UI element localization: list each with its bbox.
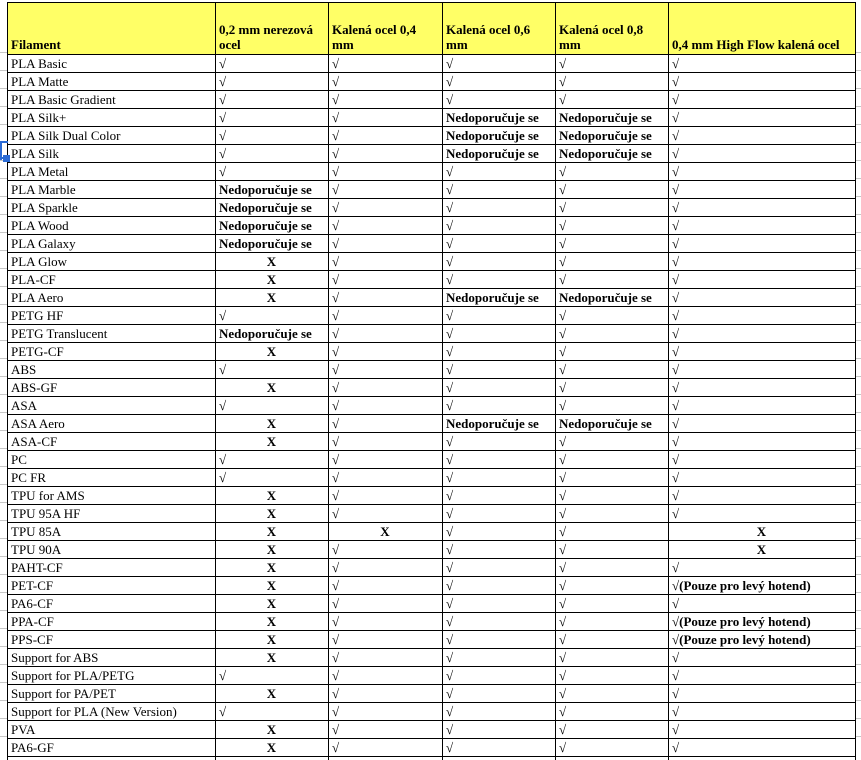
column-header-nozzle-2[interactable]: Kalená ocel 0,4 mm	[329, 3, 443, 55]
compatibility-cell[interactable]: √	[556, 487, 669, 505]
compatibility-cell[interactable]: √	[669, 559, 856, 577]
table-row	[8, 685, 856, 703]
compatibility-cell[interactable]: √	[329, 541, 443, 559]
filament-name-cell[interactable]: TPU 90A	[8, 541, 216, 559]
selection-border-top	[0, 141, 8, 143]
compatibility-cell[interactable]: √	[669, 217, 856, 235]
compatibility-cell[interactable]: √	[669, 145, 856, 163]
compatibility-cell[interactable]: √	[329, 649, 443, 667]
compatibility-cell[interactable]: √	[669, 91, 856, 109]
compatibility-cell[interactable]: √	[556, 541, 669, 559]
compatibility-cell[interactable]: √	[443, 469, 556, 487]
compatibility-cell[interactable]: √	[669, 163, 856, 181]
filament-name-cell[interactable]: PLA-CF	[8, 271, 216, 289]
filament-name-cell[interactable]: PLA Marble	[8, 181, 216, 199]
compatibility-cell[interactable]: √	[669, 235, 856, 253]
table-row	[8, 541, 856, 559]
cell-selection-indicator	[0, 141, 12, 163]
compatibility-cell[interactable]: √	[443, 217, 556, 235]
empty-cell[interactable]	[216, 757, 329, 760]
compatibility-cell[interactable]: √	[556, 721, 669, 739]
checkmark: √	[672, 631, 680, 647]
checkmark: √	[672, 577, 680, 593]
compatibility-cell[interactable]: √	[443, 433, 556, 451]
compatibility-cell[interactable]: √	[669, 307, 856, 325]
compatibility-cell[interactable]: Nedoporučuje se	[556, 127, 669, 145]
table-row	[8, 127, 856, 145]
table-row	[8, 613, 856, 631]
compatibility-cell[interactable]: √	[443, 505, 556, 523]
filament-name-cell[interactable]: PVA	[8, 721, 216, 739]
compatibility-cell[interactable]: X	[216, 721, 329, 739]
empty-cell[interactable]	[443, 757, 556, 760]
filament-name-cell[interactable]: PETG-CF	[8, 343, 216, 361]
filament-name-cell[interactable]: ABS-GF	[8, 379, 216, 397]
compatibility-cell[interactable]: √	[669, 325, 856, 343]
compatibility-cell[interactable]: √	[443, 667, 556, 685]
compatibility-cell[interactable]: √	[329, 469, 443, 487]
filament-name-cell[interactable]: PLA Sparkle	[8, 199, 216, 217]
table-row	[8, 415, 856, 433]
table-row	[8, 487, 856, 505]
filament-name-cell[interactable]: PLA Silk Dual Color	[8, 127, 216, 145]
compatibility-cell[interactable]: √	[329, 271, 443, 289]
compatibility-cell[interactable]: Nedoporučuje se	[443, 109, 556, 127]
compatibility-cell[interactable]: √	[329, 73, 443, 91]
compatibility-cell[interactable]: √	[443, 739, 556, 757]
compatibility-cell[interactable]: √	[556, 685, 669, 703]
filament-compatibility-table	[7, 2, 856, 760]
compatibility-cell[interactable]: √	[669, 397, 856, 415]
compatibility-cell[interactable]: √	[329, 595, 443, 613]
table-row	[8, 631, 856, 649]
compatibility-cell[interactable]: √	[329, 379, 443, 397]
compatibility-cell[interactable]: X	[216, 433, 329, 451]
compatibility-cell[interactable]: X	[216, 685, 329, 703]
compatibility-cell[interactable]: √	[443, 181, 556, 199]
compatibility-cell[interactable]: √	[443, 253, 556, 271]
left-hotend-note: (Pouze pro levý hotend)	[679, 631, 811, 647]
filament-name-cell[interactable]: TPU 95A HF	[8, 505, 216, 523]
compatibility-cell[interactable]: √	[669, 199, 856, 217]
compatibility-cell[interactable]: √	[443, 631, 556, 649]
compatibility-cell[interactable]: √	[556, 325, 669, 343]
compatibility-cell[interactable]: √	[329, 685, 443, 703]
filament-name-cell[interactable]: PLA Basic	[8, 55, 216, 73]
filament-name-cell[interactable]: PA6-CF	[8, 595, 216, 613]
compatibility-cell[interactable]: √	[669, 109, 856, 127]
compatibility-cell[interactable]: √	[329, 91, 443, 109]
compatibility-cell[interactable]: √	[216, 361, 329, 379]
table-row	[8, 73, 856, 91]
table-row	[8, 361, 856, 379]
outside-gridlines-right	[856, 52, 861, 754]
compatibility-cell[interactable]: Nedoporučuje se	[443, 127, 556, 145]
compatibility-cell[interactable]: Nedoporučuje se	[443, 289, 556, 307]
compatibility-cell[interactable]: √	[556, 739, 669, 757]
filament-name-cell[interactable]: PLA Glow	[8, 253, 216, 271]
compatibility-cell[interactable]: √	[556, 163, 669, 181]
compatibility-cell[interactable]: √	[443, 613, 556, 631]
compatibility-cell[interactable]: √	[329, 721, 443, 739]
table-row	[8, 343, 856, 361]
compatibility-cell[interactable]: √	[329, 667, 443, 685]
table-row	[8, 271, 856, 289]
table-row	[8, 577, 856, 595]
compatibility-cell[interactable]: √	[669, 289, 856, 307]
compatibility-cell[interactable]: X	[216, 613, 329, 631]
compatibility-cell[interactable]: X	[329, 523, 443, 541]
compatibility-cell[interactable]: √	[443, 163, 556, 181]
compatibility-cell[interactable]: √	[443, 379, 556, 397]
compatibility-cell[interactable]: √	[443, 55, 556, 73]
compatibility-cell[interactable]: √	[669, 379, 856, 397]
filament-name-cell[interactable]: PPA-CF	[8, 613, 216, 631]
column-header-nozzle-3[interactable]: Kalená ocel 0,6 mm	[443, 3, 556, 55]
compatibility-cell[interactable]: √	[216, 451, 329, 469]
table-row	[8, 253, 856, 271]
filament-name-cell[interactable]: PLA Matte	[8, 73, 216, 91]
compatibility-cell[interactable]: √	[556, 253, 669, 271]
table-row	[8, 163, 856, 181]
compatibility-cell[interactable]: √	[556, 703, 669, 721]
filament-name-cell[interactable]: Support for PLA (New Version)	[8, 703, 216, 721]
compatibility-cell[interactable]: √	[669, 703, 856, 721]
compatibility-cell[interactable]: √	[669, 253, 856, 271]
compatibility-cell[interactable]: √	[329, 487, 443, 505]
checkmark: √	[672, 613, 680, 629]
compatibility-cell[interactable]: √	[556, 361, 669, 379]
compatibility-cell[interactable]: X	[216, 343, 329, 361]
filament-name-cell[interactable]: PLA Galaxy	[8, 235, 216, 253]
compatibility-cell[interactable]: X	[216, 649, 329, 667]
compatibility-cell[interactable]: √	[329, 127, 443, 145]
compatibility-cell[interactable]: √	[329, 433, 443, 451]
compatibility-cell[interactable]: √	[556, 271, 669, 289]
compatibility-cell[interactable]: √	[556, 451, 669, 469]
filament-name-cell[interactable]: PAHT-CF	[8, 559, 216, 577]
compatibility-cell[interactable]: √	[443, 343, 556, 361]
compatibility-cell[interactable]: √	[216, 55, 329, 73]
table-row	[8, 451, 856, 469]
compatibility-cell[interactable]: √	[443, 73, 556, 91]
compatibility-cell[interactable]: √	[216, 397, 329, 415]
table-row	[8, 325, 856, 343]
compatibility-cell[interactable]: √	[443, 235, 556, 253]
compatibility-cell[interactable]: √	[556, 235, 669, 253]
table-row	[8, 289, 856, 307]
table-row	[8, 595, 856, 613]
table-row	[8, 379, 856, 397]
compatibility-cell[interactable]: √	[556, 397, 669, 415]
compatibility-cell[interactable]: √	[216, 145, 329, 163]
compatibility-cell[interactable]: √	[329, 217, 443, 235]
table-row	[8, 397, 856, 415]
selection-fill-handle[interactable]	[3, 155, 10, 162]
filament-name-cell[interactable]: Support for ABS	[8, 649, 216, 667]
compatibility-cell[interactable]: √	[329, 181, 443, 199]
compatibility-cell[interactable]: √	[556, 181, 669, 199]
compatibility-cell[interactable]: √	[216, 703, 329, 721]
table-row	[8, 667, 856, 685]
header-row	[8, 3, 856, 55]
empty-cell[interactable]	[669, 757, 856, 760]
compatibility-cell[interactable]: X	[216, 415, 329, 433]
compatibility-cell[interactable]: √	[556, 217, 669, 235]
filament-name-cell[interactable]: ASA-CF	[8, 433, 216, 451]
compatibility-cell[interactable]: √	[329, 631, 443, 649]
compatibility-cell[interactable]: √	[216, 163, 329, 181]
compatibility-cell[interactable]: √	[329, 253, 443, 271]
column-header-nozzle-1[interactable]: 0,2 mm nerezová ocel	[216, 3, 329, 55]
filament-name-cell[interactable]: TPU 85A	[8, 523, 216, 541]
table-row	[8, 199, 856, 217]
filament-name-cell[interactable]: PETG HF	[8, 307, 216, 325]
filament-name-cell[interactable]: PPS-CF	[8, 631, 216, 649]
compatibility-cell[interactable]: √	[443, 721, 556, 739]
compatibility-cell[interactable]: √	[443, 487, 556, 505]
table-row	[8, 721, 856, 739]
table-row	[8, 433, 856, 451]
compatibility-cell[interactable]: √	[216, 91, 329, 109]
compatibility-cell[interactable]: √	[556, 649, 669, 667]
compatibility-cell[interactable]: √	[443, 361, 556, 379]
compatibility-cell[interactable]: √	[556, 595, 669, 613]
compatibility-cell[interactable]: √	[669, 451, 856, 469]
table-row	[8, 505, 856, 523]
compatibility-cell[interactable]: √	[329, 325, 443, 343]
table-row	[8, 703, 856, 721]
compatibility-cell[interactable]: √	[556, 559, 669, 577]
filament-name-cell[interactable]: ASA	[8, 397, 216, 415]
compatibility-cell[interactable]: X	[216, 487, 329, 505]
compatibility-cell[interactable]: Nedoporučuje se	[443, 145, 556, 163]
compatibility-cell[interactable]: √	[329, 613, 443, 631]
compatibility-cell[interactable]: √	[556, 577, 669, 595]
compatibility-cell[interactable]: X	[669, 523, 856, 541]
compatibility-cell[interactable]: X	[669, 541, 856, 559]
compatibility-cell[interactable]: √	[329, 361, 443, 379]
compatibility-cell[interactable]: Nedoporučuje se	[216, 217, 329, 235]
compatibility-cell[interactable]: √	[443, 451, 556, 469]
compatibility-cell[interactable]: √	[669, 739, 856, 757]
compatibility-cell[interactable]: √	[556, 73, 669, 91]
empty-cell[interactable]	[329, 757, 443, 760]
compatibility-cell[interactable]: √	[556, 631, 669, 649]
compatibility-cell[interactable]: √	[443, 325, 556, 343]
table-row	[8, 55, 856, 73]
compatibility-cell[interactable]: Nedoporučuje se	[216, 181, 329, 199]
compatibility-cell[interactable]: X	[216, 739, 329, 757]
compatibility-cell[interactable]: √	[329, 559, 443, 577]
partial-empty-row	[8, 757, 856, 760]
table-row	[8, 181, 856, 199]
compatibility-cell[interactable]: √	[443, 91, 556, 109]
column-header-filament[interactable]: Filament	[8, 3, 216, 55]
compatibility-cell[interactable]: √	[556, 523, 669, 541]
left-hotend-note: (Pouze pro levý hotend)	[679, 613, 811, 629]
compatibility-cell[interactable]: √	[669, 361, 856, 379]
compatibility-cell[interactable]: √	[329, 703, 443, 721]
compatibility-cell[interactable]: √	[669, 127, 856, 145]
compatibility-cell[interactable]: √	[669, 469, 856, 487]
compatibility-cell[interactable]: √	[329, 289, 443, 307]
filament-name-cell[interactable]: PETG Translucent	[8, 325, 216, 343]
table-row	[8, 91, 856, 109]
compatibility-cell[interactable]: √	[329, 235, 443, 253]
compatibility-cell[interactable]: √	[329, 451, 443, 469]
compatibility-cell[interactable]: √	[669, 595, 856, 613]
compatibility-cell[interactable]: √	[669, 433, 856, 451]
filament-name-cell[interactable]: PLA Basic Gradient	[8, 91, 216, 109]
filament-name-cell[interactable]: Support for PA/PET	[8, 685, 216, 703]
table-row	[8, 217, 856, 235]
compatibility-cell[interactable]: √	[329, 739, 443, 757]
filament-name-cell[interactable]: PLA Silk	[8, 145, 216, 163]
left-hotend-note: (Pouze pro levý hotend)	[679, 577, 811, 593]
compatibility-cell[interactable]: Nedoporučuje se	[443, 415, 556, 433]
compatibility-cell[interactable]: √	[669, 73, 856, 91]
table-row	[8, 109, 856, 127]
compatibility-cell[interactable]	[669, 631, 856, 649]
compatibility-cell[interactable]: √	[329, 343, 443, 361]
compatibility-cell[interactable]: √	[329, 109, 443, 127]
compatibility-cell[interactable]: √	[443, 199, 556, 217]
empty-cell[interactable]	[8, 757, 216, 760]
compatibility-cell[interactable]: X	[216, 505, 329, 523]
compatibility-cell[interactable]: √	[443, 541, 556, 559]
compatibility-cell[interactable]	[669, 613, 856, 631]
filament-name-cell[interactable]: TPU for AMS	[8, 487, 216, 505]
compatibility-cell[interactable]: √	[216, 109, 329, 127]
compatibility-cell[interactable]: √	[669, 271, 856, 289]
compatibility-cell[interactable]: √	[329, 307, 443, 325]
compatibility-cell[interactable]: √	[443, 523, 556, 541]
compatibility-cell[interactable]: √	[443, 703, 556, 721]
filament-name-cell[interactable]: ASA Aero	[8, 415, 216, 433]
compatibility-cell[interactable]: √	[556, 379, 669, 397]
table-row	[8, 307, 856, 325]
compatibility-cell[interactable]: √	[669, 505, 856, 523]
compatibility-cell[interactable]: √	[669, 649, 856, 667]
compatibility-cell[interactable]: √	[556, 307, 669, 325]
compatibility-cell[interactable]: √	[216, 667, 329, 685]
compatibility-cell[interactable]: √	[669, 343, 856, 361]
compatibility-cell[interactable]: X	[216, 523, 329, 541]
column-header-nozzle-4[interactable]: Kalená ocel 0,8 mm	[556, 3, 669, 55]
compatibility-cell[interactable]: Nedoporučuje se	[556, 289, 669, 307]
compatibility-cell[interactable]: X	[216, 631, 329, 649]
filament-name-cell[interactable]: PLA Silk+	[8, 109, 216, 127]
compatibility-cell[interactable]: √	[329, 145, 443, 163]
compatibility-cell[interactable]: √	[443, 307, 556, 325]
compatibility-cell[interactable]: √	[443, 397, 556, 415]
compatibility-cell[interactable]: X	[216, 379, 329, 397]
compatibility-cell[interactable]: Nedoporučuje se	[556, 145, 669, 163]
compatibility-cell[interactable]: √	[329, 577, 443, 595]
compatibility-cell[interactable]: √	[443, 559, 556, 577]
column-header-nozzle-5[interactable]: 0,4 mm High Flow kalená ocel	[669, 3, 856, 55]
compatibility-cell[interactable]: √	[216, 307, 329, 325]
filament-name-cell[interactable]: PLA Wood	[8, 217, 216, 235]
filament-name-cell[interactable]: PC	[8, 451, 216, 469]
compatibility-cell[interactable]: X	[216, 577, 329, 595]
table-row	[8, 559, 856, 577]
compatibility-cell[interactable]: √	[216, 73, 329, 91]
compatibility-cell[interactable]: √	[669, 685, 856, 703]
compatibility-cell[interactable]: √	[556, 343, 669, 361]
filament-name-cell[interactable]: PA6-GF	[8, 739, 216, 757]
filament-name-cell[interactable]: PC FR	[8, 469, 216, 487]
compatibility-cell[interactable]: √	[329, 199, 443, 217]
compatibility-cell[interactable]: Nedoporučuje se	[556, 415, 669, 433]
compatibility-cell[interactable]: Nedoporučuje se	[556, 109, 669, 127]
filament-name-cell[interactable]: PLA Metal	[8, 163, 216, 181]
compatibility-cell[interactable]: √	[556, 91, 669, 109]
compatibility-cell[interactable]: √	[556, 433, 669, 451]
compatibility-cell[interactable]: √	[669, 721, 856, 739]
compatibility-cell[interactable]: √	[443, 271, 556, 289]
compatibility-cell[interactable]: Nedoporučuje se	[216, 199, 329, 217]
filament-name-cell[interactable]: ABS	[8, 361, 216, 379]
filament-name-cell[interactable]: PLA Aero	[8, 289, 216, 307]
compatibility-cell[interactable]: X	[216, 559, 329, 577]
compatibility-cell[interactable]: √	[669, 667, 856, 685]
compatibility-cell[interactable]: √	[556, 199, 669, 217]
compatibility-cell[interactable]: √	[329, 397, 443, 415]
compatibility-cell[interactable]: √	[556, 613, 669, 631]
compatibility-cell[interactable]: √	[216, 469, 329, 487]
filament-name-cell[interactable]: Support for PLA/PETG	[8, 667, 216, 685]
compatibility-cell[interactable]: X	[216, 271, 329, 289]
compatibility-cell[interactable]: √	[556, 469, 669, 487]
compatibility-cell[interactable]: √	[669, 55, 856, 73]
compatibility-cell[interactable]: √	[669, 415, 856, 433]
compatibility-cell[interactable]: √	[669, 181, 856, 199]
compatibility-cell[interactable]: Nedoporučuje se	[216, 235, 329, 253]
table-row	[8, 469, 856, 487]
compatibility-cell[interactable]: √	[329, 415, 443, 433]
empty-cell[interactable]	[556, 757, 669, 760]
compatibility-cell[interactable]: X	[216, 595, 329, 613]
table-row	[8, 235, 856, 253]
compatibility-cell[interactable]: X	[216, 253, 329, 271]
table-row	[8, 649, 856, 667]
compatibility-cell[interactable]: √	[329, 505, 443, 523]
compatibility-cell[interactable]: √	[443, 685, 556, 703]
compatibility-cell[interactable]	[669, 577, 856, 595]
compatibility-cell[interactable]: √	[556, 505, 669, 523]
compatibility-cell[interactable]: X	[216, 289, 329, 307]
filament-name-cell[interactable]: PET-CF	[8, 577, 216, 595]
compatibility-cell[interactable]: √	[556, 55, 669, 73]
compatibility-cell[interactable]: X	[216, 541, 329, 559]
compatibility-cell[interactable]: √	[443, 595, 556, 613]
table-row	[8, 739, 856, 757]
table-row	[8, 523, 856, 541]
compatibility-cell[interactable]: √	[329, 163, 443, 181]
compatibility-cell[interactable]: √	[443, 577, 556, 595]
compatibility-cell[interactable]: √	[329, 55, 443, 73]
compatibility-cell[interactable]: √	[669, 487, 856, 505]
compatibility-cell[interactable]: Nedoporučuje se	[216, 325, 329, 343]
compatibility-cell[interactable]: √	[443, 649, 556, 667]
compatibility-cell[interactable]: √	[216, 127, 329, 145]
compatibility-cell[interactable]: √	[556, 667, 669, 685]
table-row	[8, 145, 856, 163]
